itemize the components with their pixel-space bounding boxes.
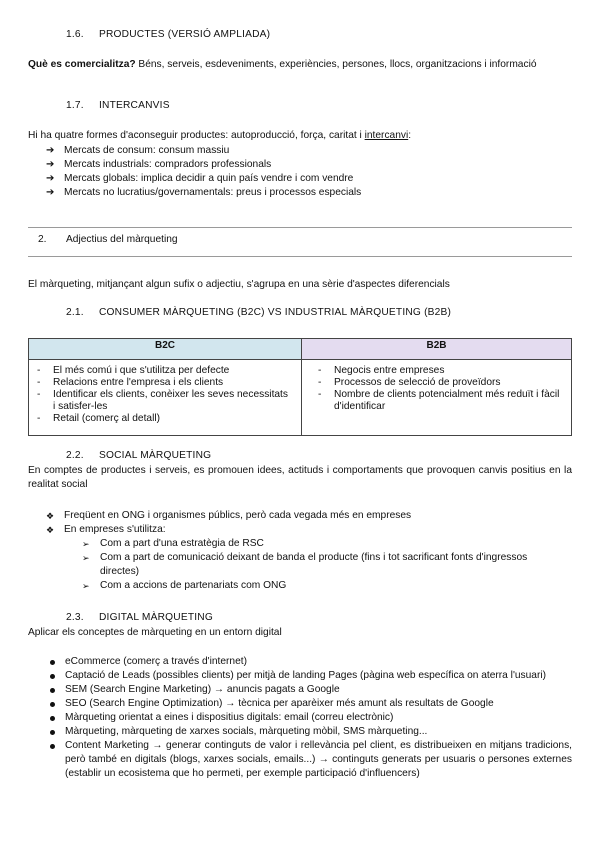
list-item: ➔ Mercats industrials: compradors professionals bbox=[46, 159, 272, 170]
b2c-header: B2C bbox=[29, 339, 302, 360]
list-item: ➔ Mercats globals: implica decidir a quin país vendre i com vendre bbox=[46, 173, 354, 184]
list-item: ❖ Freqüent en ONG i organismes públics, però cada vegada més en empreses bbox=[46, 510, 412, 521]
bullet-icon bbox=[50, 688, 55, 693]
b2b-cell bbox=[302, 360, 572, 436]
list-item: - Retail (comerç al detall) bbox=[37, 413, 161, 424]
list-item: ➔ Mercats de consum: consum massiu bbox=[46, 145, 230, 156]
list-item: eCommerce (comerç a través d'internet) bbox=[46, 655, 572, 669]
list-item: - Processos de selecció de proveïdors bbox=[318, 377, 501, 388]
social-list bbox=[46, 509, 566, 537]
heading-1-7: 1.7. INTERCANVIS bbox=[66, 100, 170, 111]
paragraph-adjectius: El màrqueting, mitjançant algun sufix o adjectiu, s'agrupa en una sèrie d'aspectes diferencials bbox=[28, 279, 450, 290]
b2b-header: B2B bbox=[302, 339, 572, 360]
list-item: ➢ Com a part de comunicació deixant de banda el producte (fins i tot sacrificant fonts d'ingressos directes) bbox=[82, 552, 528, 577]
list-item: - Negocis entre empreses bbox=[318, 365, 445, 376]
heading-2-3: 2.3. DIGITAL MÀRQUETING bbox=[66, 612, 213, 623]
bullet-icon bbox=[50, 744, 55, 749]
list-item: Màrqueting orientat a eines i dispositius digitals: email (correu electrònic) bbox=[46, 711, 572, 725]
arrowhead-bullet-icon: ➢ bbox=[82, 553, 90, 563]
digital-list bbox=[46, 655, 572, 781]
list-item: ➢ Com a part d'una estratègia de RSC bbox=[82, 538, 264, 549]
list-item: - El més comú i que s'utilitza per defecte bbox=[37, 365, 230, 376]
bullet-icon bbox=[50, 702, 55, 707]
bullet-icon bbox=[50, 674, 55, 679]
b2c-b2b-table bbox=[28, 338, 572, 436]
list-item: ➢ Com a accions de partenariats com ONG bbox=[82, 580, 287, 591]
divider bbox=[28, 256, 572, 257]
heading-2: 2. Adjectius del màrqueting bbox=[38, 234, 178, 245]
arrow-right-icon: ➔ bbox=[46, 145, 55, 156]
bullet-icon bbox=[50, 660, 55, 665]
intercanvis-list bbox=[46, 144, 566, 200]
heading-2-2: 2.2. SOCIAL MÀRQUETING bbox=[66, 450, 212, 461]
list-item: SEO (Search Engine Optimization) → tècnica per aparèixer més amunt als resultats de Google bbox=[46, 697, 572, 711]
bullet-icon bbox=[50, 730, 55, 735]
arrowhead-bullet-icon: ➢ bbox=[82, 539, 90, 549]
social-sublist bbox=[82, 537, 568, 593]
arrowhead-bullet-icon: ➢ bbox=[82, 581, 90, 591]
list-item: ❖ En empreses s'utilitza: bbox=[46, 524, 166, 535]
paragraph-comercialitza: Què es comercialitza? Béns, serveis, esdeveniments, experiències, persones, llocs, organitzacions i informació bbox=[28, 59, 537, 70]
arrow-right-icon: ➔ bbox=[46, 173, 55, 184]
list-item: - Nombre de clients potencialment més reduït i fàcil d'identificar bbox=[318, 389, 560, 412]
bullet-icon bbox=[50, 716, 55, 721]
list-item: SEM (Search Engine Marketing) → anuncis pagats a Google bbox=[46, 683, 572, 697]
arrow-right-icon: ➔ bbox=[46, 187, 55, 198]
heading-1-6: 1.6. PRODUCTES (VERSIÓ AMPLIADA) bbox=[66, 29, 271, 40]
b2c-cell bbox=[29, 360, 302, 436]
list-item: - Identificar els clients, conèixer les seves necessitats i satisfer-les bbox=[37, 389, 288, 412]
list-item: Màrqueting, màrqueting de xarxes socials, màrqueting mòbil, SMS màrqueting... bbox=[46, 725, 572, 739]
arrow-right-icon: ➔ bbox=[46, 159, 55, 170]
divider bbox=[28, 227, 572, 228]
diamond-bullet-icon: ❖ bbox=[46, 511, 55, 521]
list-item: Content Marketing → generar continguts de valor i rellevància pel client, es distribueixen en mitjans tradicions, però també en digitals (blogs, xarxes socials, emails...) → continguts generats per usuaris o persones externes (establir un ecosistema que ho permeti, per exemple participació d'influencers) bbox=[46, 739, 572, 781]
paragraph-intercanvis: Hi ha quatre formes d'aconseguir productes: autoproducció, força, caritat i intercanvi: bbox=[28, 130, 412, 141]
list-item: Captació de Leads (possibles clients) per mitjà de landing Pages (pàgina web específica on aterra l'usuari) bbox=[46, 669, 572, 683]
list-item: ➔ Mercats no lucratius/governamentals: preus i processos especials bbox=[46, 187, 362, 198]
list-item: - Relacions entre l'empresa i els clients bbox=[37, 377, 224, 388]
diamond-bullet-icon: ❖ bbox=[46, 525, 55, 535]
paragraph-social: En comptes de productes i serveis, es promouen idees, actituds i comportaments que provoquen canvis positius en la realitat social bbox=[28, 465, 572, 490]
paragraph-digital: Aplicar els conceptes de màrqueting en un entorn digital bbox=[28, 627, 282, 638]
heading-2-1: 2.1. CONSUMER MÀRQUETING (B2C) VS INDUSTRIAL MÀRQUETING (B2B) bbox=[66, 307, 452, 318]
